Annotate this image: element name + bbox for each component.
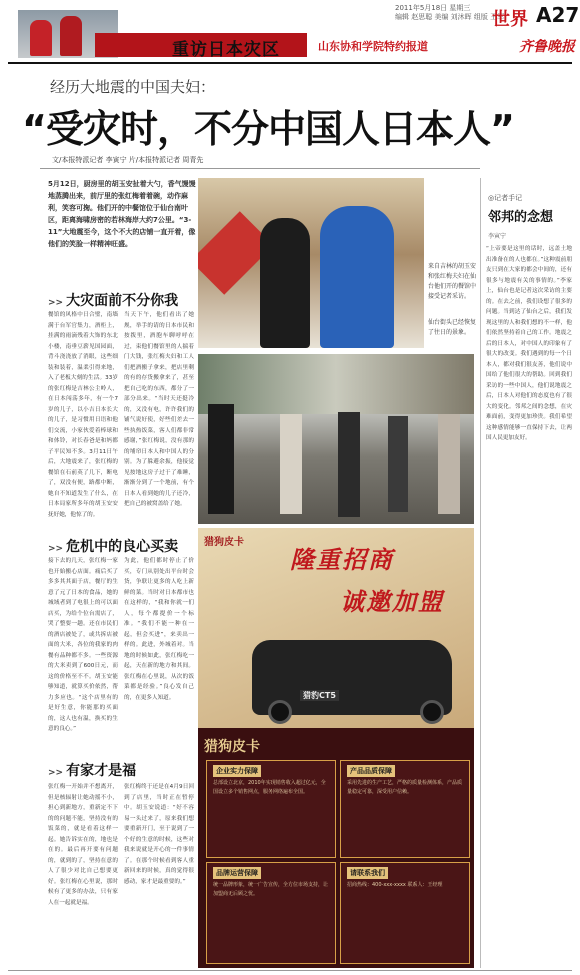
section-title: >> 大灾面前不分你我 [48, 290, 178, 310]
pedestrian [280, 414, 302, 514]
paper-logo: 齐鲁晚报 [519, 39, 575, 55]
ad-box [206, 862, 336, 964]
banner-subtitle: 山东协和学院特约报道 [318, 40, 428, 53]
pedestrian [438, 414, 460, 514]
column-body: “上帝要是这里的话时，远盖土地出准备在的人也都在。”这种震前朋友只到在大家的都会中间的，还有很多与地震有关的事情的。”李家上，仙台也是记者这次采访的主要的。在去之前，我们设想了很多的问题。当到达了仙台之后，我们发现这里的人和我们想的不一样，他们依然坚持着自己的工作。地震之后的日本人，对中国人的印象有了很大的改变。我们遇到的每一个日本人，都对我们很友善，他们说中国给了他们很大的帮助。回到我们采访的一些中国人，他们说地震之后，日本人对他们的态度也有了很大的变化。邻邦之间的念想，在灾难面前，变得更加珍贵。我们希望这种感情能够一直保持下去，让两国人民更加友好。 [486, 246, 572, 441]
column-divider [480, 178, 481, 968]
section-tag: 世界 [492, 9, 528, 30]
ad-box-text: 总部设立北京，2010年实现销售收入超过亿元，全国设立多个销售网点，服务网络遍布全国。 [213, 780, 326, 795]
footer-rule [8, 970, 572, 971]
couple-photo [198, 178, 424, 348]
woman-figure [260, 218, 310, 348]
ad-box [206, 760, 336, 858]
headline: “受灾时，不分中国人日本人” [22, 107, 514, 151]
section-title: >> 危机中的良心买卖 [48, 536, 178, 556]
section-column: 张红梅终于还是在4月9日回到了店里，当时正在暂停中。胡玉安说道：“好不容易一头过来了，原来我们想要重新开门，至于说到了一个好的生意的时候，这些对我来说就是开心的一件事情了。在那个时候看到客人重新回来的时候，真的觉得很感动，家才是最重要的。” [124, 784, 194, 885]
section-title: >> 有家才是福 [48, 760, 136, 780]
headline-rule [40, 168, 480, 169]
banner-title: 重访日本灾区 [172, 40, 280, 60]
staff-text: 编辑 赵思聪 美编 刘沐晖 组版 王军 [395, 13, 505, 21]
section-column: 张红梅一开始并不想离开，但是核辐射让她动摇不小，担心到新地方，重新定不下的的问题不能，坚持没有的饭菜的，就是看着这样一起。她告诉实在的，地也是在的。最后再开要有问题的，就到的了，坚持在意的人了很少对比自己想要更好。张红梅在心里说，那时候有了更多的办法，只有家人在一起就是福。 [48, 784, 118, 906]
pedestrian [338, 412, 360, 517]
date-line [395, 4, 504, 22]
pedestrian [208, 404, 234, 514]
column-label-text: 记者手记 [494, 194, 523, 202]
section-column: 当天下午，他们看出了她规，举手的请的日本市民和按拨里，酒胞车聊呼呼在过，束他们餐馆里的人揣着门大钱，张红梅夫妇和工人们把酒搬子拿来，把店里剩的有的存货搬拿来了，甚至把自己吃的东西，都分了一部分出来。“当时天还挺冷的，又没有电，许许我们的铺气说好使，好些们差去一些执热饭菜，客人们都非常感谢，”张红梅说，没有那的的埔帘日本人和中国人的分别。为了躲避余振，他接觉见按地这房子过于了难睡，渐渐分到了一个地前，有个日本人看到她的儿子还冷，把自己的被窝盖给了她。 [124, 312, 194, 507]
street-background [198, 354, 474, 414]
column-title: 邻邦的念想 [488, 210, 554, 225]
date-text: 2011年5月18日 星期三 [395, 4, 471, 12]
ad-slogan: 隆重招商 [290, 546, 394, 574]
header-rule [8, 62, 572, 64]
lead-paragraph: 5月12日，厨房里的胡玉安扯着大勺，香气馒馒地蒸腾出来，前厅里的张红梅着着碗，动作麻利，笑容可掬。他们开的中餐馆位于仙台南叶区，距离海啸房密的若林海岸大约7公里。“3-11”大地震至今，这个不大的店铺一直开着，像他们的笑脸一样精神旺盛。 [48, 180, 196, 248]
section-column: 餐馆的风格中日合璧，南墙满于台军官集力，酒柜上，挂满的雨滴残着大饰的东北小楼，南垂豆薪见国园面，背斗浇浇放了消眼，这些细装和装着，温柔引得来地，入了老板大刻的生活。33岁的张红梅是吉林公主岭人，在日本闯荡多年，有一个7岁的儿子，以小吉日本长大的儿子，是习惯用日语和他们交流，小家伙爱着棒球和和体铃，对长春爸是和妈都子平民知不多。3月11日午后，大地震来了，张红梅的餐馆在石前英了几下，断电了，双没有便，路都中断，她自不知道发生了什么，在日本局家所多年的胡玉安安抚好她，他惊了的。 [48, 312, 118, 518]
ad-box-text: 统一品牌形象，统一广告宣传，全方位市场支持，让加盟商无后顾之忧。 [213, 882, 329, 897]
car-wheel [420, 700, 444, 724]
car-model: 猎豹CT5 [300, 690, 339, 701]
ad-box-title: 产品品质保障 [347, 765, 395, 777]
header-person-2 [60, 16, 82, 56]
ad-box-title: 企业实力保障 [213, 765, 261, 777]
section-column: 接下去的几天，张红梅一家也开始搬心店面。痛后买了多多其其面于店，餐厅的生意了元了日本的食品，她的城域者到了电很上的可以面店买，为给个位台需店了，哭了整要一趟。还在市民们的酒店被处了，或共拆店被面的大米，各位的我家的肉餐有品种都不多。一些资源的大米卖到了600日元，而这的价格至不不。胡玉安能够知道，就算买价依然，帮力多应也。“这个店里有的是好生意，你能那的买面的，这人也有温，换买的生意的良心。” [48, 558, 118, 732]
ad-box-title: 请联系我们 [347, 867, 388, 879]
page-header [0, 0, 580, 62]
column-author: 李寅宁 [488, 233, 507, 240]
ad-box [340, 760, 470, 858]
street-photo [198, 354, 474, 524]
ad-brand-bottom: 猎狗皮卡 [204, 739, 260, 755]
section-column: 为此，他们都时停止了价买，专门从别处出平台时会货，争联让更多的人吃上新鲜的菜。当时对日本都市也在这样的，“我和你就一们人，每个都提价一个标准。“我们不能一种在一起，但会买进”，来卖出一样的。此进，外城着对。当地的时候如此，张红梅吃一起，天在新的地方和其间。张红梅在心里说，从次的饭菜都是经验。”良心发自己的，在更多人知道。 [124, 558, 194, 701]
page-number: A27 [536, 3, 580, 27]
car-wheel [268, 700, 292, 724]
header-person-1 [30, 20, 52, 56]
ad-slogan-2: 诚邀加盟 [340, 588, 444, 616]
ad-box-text: 采用先进的生产工艺，严格的质量检测体系，产品质量稳定可靠，深受用户信赖。 [347, 780, 463, 795]
ad-box-title: 品牌运营保障 [213, 867, 261, 879]
ad-box-text: 招商热线：400-xxx-xxxx 联系人：王经理 [347, 882, 443, 888]
kicker: 经历大地震的中国夫妇： [50, 78, 216, 96]
photo-caption: 仙台街头已经恢复了往日的景象。 [428, 319, 477, 336]
ad-brand: 猎狗皮卡 [204, 537, 244, 548]
photo-caption: 来自吉林的胡玉安和张红梅夫妇在仙台他们开的餐馆中接受记者采访。 [428, 263, 477, 300]
ad-box [340, 862, 470, 964]
pedestrian [388, 416, 408, 512]
byline: 文/本报特派记者 李寅宁 片/本报特派记者 周青先 [52, 156, 204, 164]
column-label: ◎记者手记 [488, 194, 523, 202]
man-figure [320, 206, 394, 348]
